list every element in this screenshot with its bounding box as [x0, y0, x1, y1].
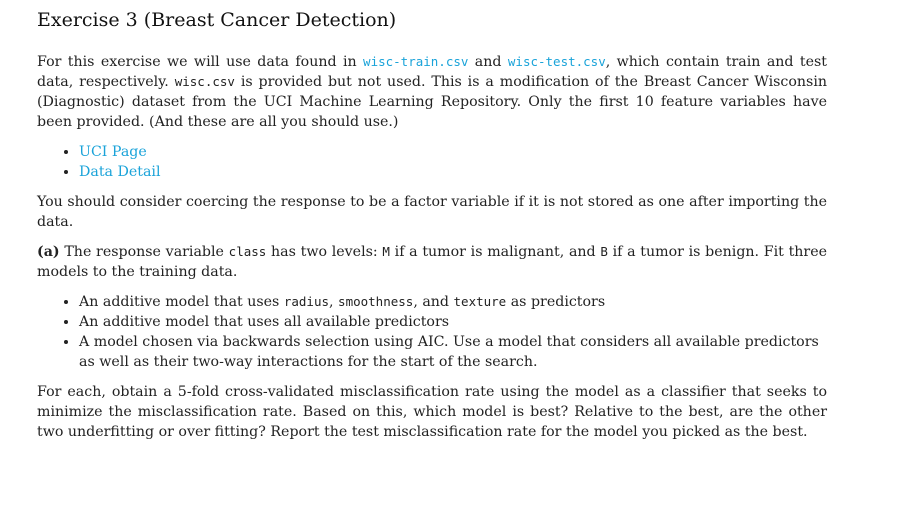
- coerce-paragraph: You should consider coercing the response to be a factor variable if it is not stored as one after importing the data.: [37, 194, 827, 230]
- model-2-text: An additive model that uses all available predictors: [79, 314, 450, 330]
- list-item: [79, 142, 827, 162]
- list-item: [79, 312, 827, 332]
- part-a-text-1: The response variable: [59, 244, 229, 260]
- level-b: B: [600, 244, 608, 259]
- part-a-label: (a): [37, 244, 60, 260]
- part-a-paragraph: [37, 242, 827, 282]
- intro-text-1: For this exercise we will use data found in: [37, 54, 364, 70]
- intro-text-4: is provided but not used. This is a modification of the Breast Cancer Wisconsin (Diagnostic) dataset from the UCI Machine Learning Repository. Only the first 10 feature variables have been provided. (And these are all you should use.): [37, 74, 827, 130]
- intro-text-2: and: [468, 54, 508, 70]
- model-1-text: An additive model that uses: [79, 294, 284, 310]
- model-3-text: A model chosen via backwards selection using AIC. Use a model that considers all available predictors as well as their two-way interactions for the start of the search.: [79, 334, 819, 370]
- intro-text-3: , which contain train and test data, respectively.: [37, 54, 827, 90]
- train-file-link[interactable]: wisc-train.csv: [363, 54, 469, 69]
- radius-variable: radius: [283, 294, 330, 309]
- uci-page-link[interactable]: UCI Page: [79, 144, 147, 160]
- level-m: M: [382, 244, 390, 259]
- wisc-file-name: wisc.csv: [174, 74, 235, 89]
- models-list: [37, 292, 827, 372]
- model-1-sep-2: , and: [413, 294, 454, 310]
- list-item: [79, 162, 827, 182]
- test-file-link[interactable]: wisc-test.csv: [507, 54, 606, 69]
- intro-paragraph: [37, 52, 827, 132]
- smoothness-variable: smoothness: [338, 294, 414, 309]
- model-1-end: as predictors: [506, 294, 606, 310]
- part-a-text-4: if a tumor is benign. Fit three models to the training data.: [37, 244, 827, 280]
- data-detail-link[interactable]: Data Detail: [79, 164, 161, 180]
- model-1-sep-1: ,: [329, 294, 339, 310]
- list-item: [79, 332, 827, 372]
- final-paragraph: For each, obtain a 5-fold cross-validated misclassification rate using the model as a classifier that seeks to minimize the misclassification rate. Based on this, which model is best? Relative to the best, are the other two underfitting or over fitting? Report the test misclassification rate for the model you picked as the best.: [37, 384, 827, 440]
- resource-links-list: [37, 142, 827, 182]
- part-a-text-2: has two levels:: [266, 244, 383, 260]
- class-variable: class: [228, 244, 267, 259]
- texture-variable: texture: [453, 294, 507, 309]
- list-item: [79, 292, 827, 312]
- part-a-text-3: if a tumor is malignant, and: [389, 244, 601, 260]
- exercise-title: Exercise 3 (Breast Cancer Detection): [37, 9, 397, 31]
